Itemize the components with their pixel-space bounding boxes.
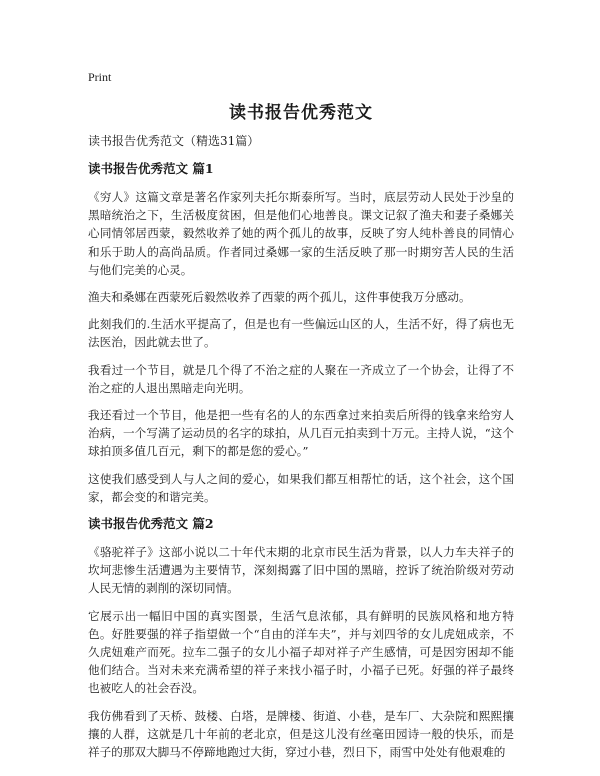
section-1 (88, 160, 514, 506)
paragraph: 渔夫和桑娜在西蒙死后毅然收养了西蒙的两个孤儿，这件事使我万分感动。 (88, 290, 471, 305)
paragraph: 这使我们感受到人与人之间的爱心，如果我们都互相帮忙的话，这个社会，这个国家，都会变的和谐完美。 (88, 471, 514, 504)
page-title: 读书报告优秀范文 (229, 103, 373, 123)
paragraph: 它展示出一幅旧中国的真实图景，生活气息浓郁，具有鲜明的民族风格和地方特色。好胜要强的祥子指望做一个“自由的洋车夫”，并与刘四爷的女儿虎妞成亲，不久虎妞难产而死。拉车二强子的女儿小福子却对祥子产生感情，可是因穷困却不能他们结合。当对未来充满希望的祥子来找小福子时，小福子已死。好强的祥子最终也被吃人的社会吞没。 (88, 608, 514, 696)
document-body (88, 132, 514, 770)
document-subtitle: 读书报告优秀范文（精选31篇） (88, 134, 260, 148)
section-heading: 读书报告优秀范文 篇2 (88, 516, 214, 532)
paragraph: 《骆驼祥子》这部小说以二十年代末期的北京市民生活为背景，以人力车夫祥子的坎坷悲惨生活遭遇为主要情节，深刻揭露了旧中国的黑暗，控诉了统治阶级对劳动人民无情的剥削的深切同情。 (88, 545, 514, 596)
print-link[interactable]: Print (88, 70, 112, 84)
section-heading: 读书报告优秀范文 篇1 (88, 161, 214, 176)
paragraph: 我还看过一个节目，他是把一些有名的人的东西拿过来拍卖后所得的钱拿来给穷人治病，一个写满了运动员的名字的球拍，从几百元拍卖到十万元。主持人说，“这个球拍顶多值几百元，剩下的都是您的爱心。” (88, 408, 514, 459)
paragraph: 我仿佛看到了天桥、鼓楼、白塔，是牌楼、街道、小巷，是车厂、大杂院和熙熙攘攘的人群，这就是几十年前的老北京，但是这儿没有丝毫田园诗一般的快乐，而是祥子的那双大脚马不停蹄地跑过大街，穿过小巷，烈日下，雨雪中处处有他艰难的 (88, 708, 514, 760)
paragraph: 我看过一个节目，就是几个得了不治之症的人聚在一齐成立了一个协会，让得了不治之症的人退出黑暗走向光明。 (88, 362, 514, 395)
section-2 (88, 515, 514, 761)
paragraph: 《穷人》这篇文章是著名作家列夫托尔斯泰所写。当时，底层劳动人民处于沙皇的黑暗统治之下，生活极度贫困，但是他们心地善良。课文记叙了渔夫和妻子桑娜关心同情邻居西蒙，毅然收养了她的两个孤儿的故事，反映了穷人纯朴善良的同情心和乐于助人的高尚品质。作者同过桑娜一家的生活反映了那一时期穷苦人民的生活与他们完美的心灵。 (88, 190, 514, 277)
paragraph: 此刻我们的.生活水平提高了，但是也有一些偏远山区的人，生活不好，得了病也无法医治，因此就去世了。 (88, 317, 514, 350)
